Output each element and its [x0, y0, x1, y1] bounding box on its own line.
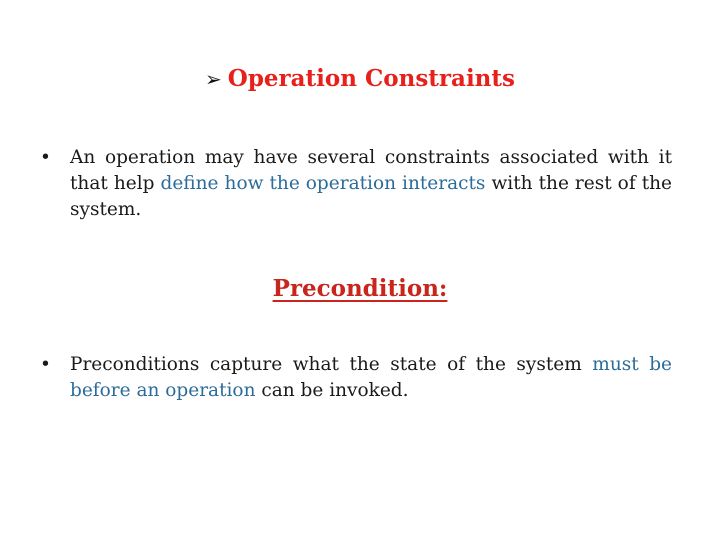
arrow-bullet-icon: ➢ — [205, 67, 222, 91]
bullet-item-constraints — [40, 145, 672, 223]
bullet-highlight: must be before an operation — [70, 354, 672, 401]
bullet-text — [70, 145, 672, 223]
bullet-text-part: can be invoked. — [255, 380, 409, 401]
bullet-item-preconditions — [40, 352, 672, 404]
bullet-text-part: Preconditions capture what the state of the system — [70, 354, 593, 375]
slide-title-text: Operation Constraints — [227, 65, 515, 92]
bullet-text-part: An operation may have several constraints associated with it that help — [70, 147, 672, 194]
bullet-text-part: with the rest of the system. — [70, 173, 672, 220]
bullet-text — [70, 352, 672, 404]
bullet-dot-icon: • — [40, 147, 51, 168]
bullet-highlight: define how the operation interacts — [160, 173, 486, 194]
slide-title — [0, 64, 720, 94]
bullet-dot-icon: • — [40, 354, 51, 375]
section-heading-precondition: Precondition: — [272, 275, 448, 302]
